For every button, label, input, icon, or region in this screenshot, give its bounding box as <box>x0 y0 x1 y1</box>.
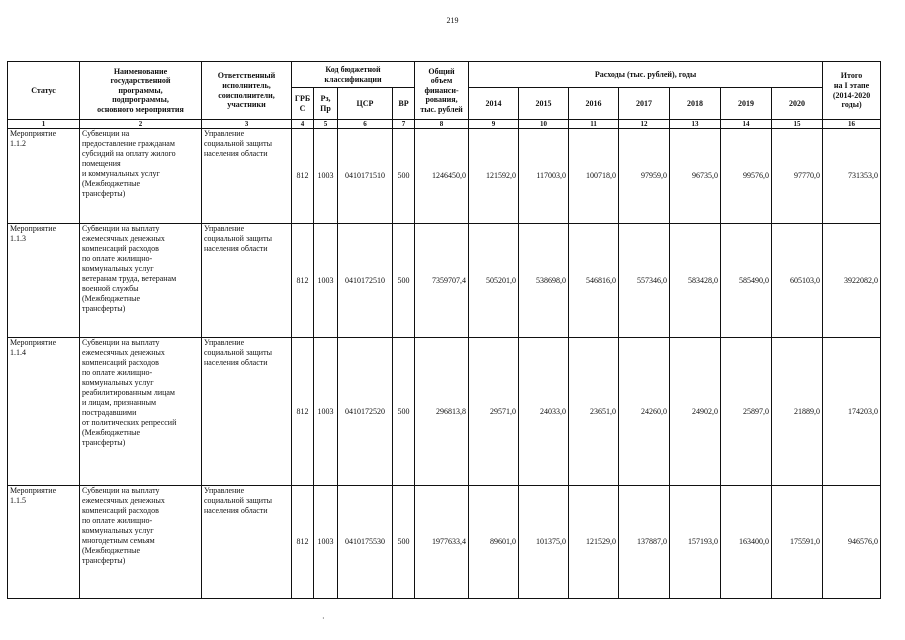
row-vr: 500 <box>393 486 415 599</box>
row-responsible-line: Управление <box>204 129 245 138</box>
row-name-line: трансферты) <box>82 304 126 313</box>
column-number: 2 <box>80 120 202 129</box>
row-name-line: по оплате жилищно- <box>82 254 153 263</box>
header-budget-code-line: Код бюджетной <box>325 64 381 74</box>
column-number: 11 <box>569 120 619 129</box>
row-responsible-line: населения области <box>204 244 268 253</box>
row-year-value: 21889,0 <box>772 338 823 486</box>
row-name-line: ежемесячных денежных <box>82 348 165 357</box>
row-name-line: реабилитированным лицам <box>82 388 175 397</box>
row-name-line: военной службы <box>82 284 139 293</box>
column-number: 14 <box>721 120 772 129</box>
row-year-value: 89601,0 <box>469 486 519 599</box>
header-responsible-line: исполнитель, <box>222 80 271 90</box>
row-grbs: 812 <box>292 129 314 224</box>
row-name-line: компенсаций расходов <box>82 244 159 253</box>
row-name <box>80 338 202 486</box>
row-year-value: 175591,0 <box>772 486 823 599</box>
column-number: 12 <box>619 120 670 129</box>
row-year-value: 121592,0 <box>469 129 519 224</box>
column-number: 10 <box>519 120 569 129</box>
header-expenses: Расходы (тыс. рублей), годы <box>469 62 823 88</box>
header-vr: ВР <box>393 88 415 120</box>
header-total-volume-line: рования, <box>425 95 458 105</box>
row-rzpr: 1003 <box>314 338 338 486</box>
row-status-line: Мероприятие <box>10 486 57 495</box>
row-name-line: и лицам, признанным <box>82 398 157 407</box>
row-year-value: 24902,0 <box>670 338 721 486</box>
table-row <box>8 486 881 599</box>
column-number: 6 <box>338 120 393 129</box>
column-number: 7 <box>393 120 415 129</box>
row-name-line: Субвенции на выплату <box>82 338 160 347</box>
header-name <box>80 62 202 120</box>
row-name-line: трансферты) <box>82 556 126 565</box>
row-rzpr: 1003 <box>314 224 338 338</box>
row-name-line: (Межбюджетные <box>82 179 141 188</box>
header-rzpr-line: Пр <box>320 103 331 113</box>
row-year-value: 121529,0 <box>569 486 619 599</box>
header-status: Статус <box>8 62 80 120</box>
row-responsible-line: Управление <box>204 486 245 495</box>
header-itogo-line: Итого <box>840 71 863 81</box>
header-budget-code <box>292 62 415 88</box>
row-responsible <box>202 129 292 224</box>
column-number: 8 <box>415 120 469 129</box>
row-year-value: 585490,0 <box>721 224 772 338</box>
row-itogo: 174203,0 <box>823 338 881 486</box>
row-name-line: субсидий на оплату жилого <box>82 149 176 158</box>
row-itogo: 3922082,0 <box>823 224 881 338</box>
row-csr: 0410175530 <box>338 486 393 599</box>
row-status <box>8 486 80 599</box>
budget-table <box>7 61 881 599</box>
row-total: 1977633,4 <box>415 486 469 599</box>
header-name-line: основного мероприятия <box>97 104 184 114</box>
row-status-line: 1.1.4 <box>10 348 26 357</box>
header-name-line: Наименование <box>113 66 168 76</box>
row-name-line: от политических репрессий <box>82 418 177 427</box>
row-responsible <box>202 486 292 599</box>
row-responsible-line: Управление <box>204 224 245 233</box>
row-rzpr: 1003 <box>314 486 338 599</box>
row-name-line: пострадавшими <box>82 408 137 417</box>
row-status-line: 1.1.2 <box>10 139 26 148</box>
header-itogo-line: (2014-2020 <box>832 90 871 100</box>
column-number: 15 <box>772 120 823 129</box>
row-year-value: 157193,0 <box>670 486 721 599</box>
header-year: 2020 <box>772 88 823 120</box>
column-number: 13 <box>670 120 721 129</box>
row-csr: 0410172520 <box>338 338 393 486</box>
row-name-line: (Межбюджетные <box>82 294 141 303</box>
row-name-line: Субвенции на выплату <box>82 224 160 233</box>
header-total-volume-line: Общий <box>428 66 455 76</box>
row-year-value: 24033,0 <box>519 338 569 486</box>
row-year-value: 546816,0 <box>569 224 619 338</box>
row-vr: 500 <box>393 129 415 224</box>
header-total-volume <box>415 62 469 120</box>
row-total: 1246450,0 <box>415 129 469 224</box>
row-itogo: 946576,0 <box>823 486 881 599</box>
row-status-line: 1.1.5 <box>10 496 26 505</box>
row-csr: 0410171510 <box>338 129 393 224</box>
row-year-value: 557346,0 <box>619 224 670 338</box>
header-grbs <box>292 88 314 120</box>
row-name-line: трансферты) <box>82 189 126 198</box>
header-year: 2015 <box>519 88 569 120</box>
row-name-line: ветеранам труда, ветеранам <box>82 274 177 283</box>
row-responsible-line: социальной защиты <box>204 234 272 243</box>
header-name-line: подпрограммы, <box>112 95 169 105</box>
row-year-value: 101375,0 <box>519 486 569 599</box>
column-number: 1 <box>8 120 80 129</box>
header-year: 2018 <box>670 88 721 120</box>
row-grbs: 812 <box>292 486 314 599</box>
row-year-value: 505201,0 <box>469 224 519 338</box>
row-name-line: (Межбюджетные <box>82 546 141 555</box>
row-total: 7359707,4 <box>415 224 469 338</box>
table-row <box>8 338 881 486</box>
header-rzpr <box>314 88 338 120</box>
row-responsible-line: населения области <box>204 149 268 158</box>
column-number: 4 <box>292 120 314 129</box>
row-name-line: компенсаций расходов <box>82 506 159 515</box>
header-rzpr-line: Рз, <box>320 93 331 103</box>
header-responsible-line: участники <box>227 100 266 110</box>
row-responsible-line: населения области <box>204 358 268 367</box>
header-csr: ЦСР <box>338 88 393 120</box>
row-name-line: по оплате жилищно- <box>82 368 153 377</box>
row-year-value: 23651,0 <box>569 338 619 486</box>
row-name-line: помещения <box>82 159 121 168</box>
header-total-volume-line: финанси- <box>424 85 459 95</box>
column-number: 3 <box>202 120 292 129</box>
header-year: 2019 <box>721 88 772 120</box>
row-responsible-line: социальной защиты <box>204 496 272 505</box>
row-responsible <box>202 338 292 486</box>
row-name-line: по оплате жилищно- <box>82 516 153 525</box>
page-number: 219 <box>446 16 459 25</box>
row-name-line: предоставление гражданам <box>82 139 175 148</box>
row-year-value: 25897,0 <box>721 338 772 486</box>
row-total: 296813,8 <box>415 338 469 486</box>
row-year-value: 100718,0 <box>569 129 619 224</box>
header-total-volume-line: тыс. рублей <box>420 104 463 114</box>
column-number: 9 <box>469 120 519 129</box>
row-year-value: 137887,0 <box>619 486 670 599</box>
row-name <box>80 224 202 338</box>
column-number: 5 <box>314 120 338 129</box>
row-year-value: 605103,0 <box>772 224 823 338</box>
row-vr: 500 <box>393 338 415 486</box>
row-year-value: 97770,0 <box>772 129 823 224</box>
header-year: 2016 <box>569 88 619 120</box>
row-status-line: Мероприятие <box>10 338 57 347</box>
row-name-line: и коммунальных услуг <box>82 169 160 178</box>
row-status <box>8 129 80 224</box>
row-year-value: 96735,0 <box>670 129 721 224</box>
header-itogo-line: годы) <box>841 100 862 110</box>
row-responsible-line: населения области <box>204 506 268 515</box>
row-year-value: 538698,0 <box>519 224 569 338</box>
row-name-line: Субвенции на <box>82 129 130 138</box>
row-name-line: компенсаций расходов <box>82 358 159 367</box>
header-responsible-line: Ответственный <box>217 71 276 81</box>
header-responsible-line: соисполнители, <box>218 90 275 100</box>
row-year-value: 99576,0 <box>721 129 772 224</box>
header-grbs-line: ГРБ <box>294 93 311 103</box>
row-name-line: Субвенции на выплату <box>82 486 160 495</box>
header-itogo-line: на I этапе <box>833 80 870 90</box>
row-name-line: трансферты) <box>82 438 126 447</box>
row-year-value: 24260,0 <box>619 338 670 486</box>
header-name-line: программы, <box>118 85 163 95</box>
table-row <box>8 129 881 224</box>
row-name-line: ежемесячных денежных <box>82 234 165 243</box>
table-row <box>8 224 881 338</box>
row-name-line: коммунальных услуг <box>82 378 154 387</box>
header-responsible <box>202 62 292 120</box>
row-rzpr: 1003 <box>314 129 338 224</box>
row-name <box>80 486 202 599</box>
row-year-value: 29571,0 <box>469 338 519 486</box>
header-total-volume-line: объем <box>430 76 453 86</box>
row-name-line: коммунальных услуг <box>82 526 154 535</box>
header-name-line: государственной <box>110 76 171 86</box>
row-name-line: (Межбюджетные <box>82 428 141 437</box>
row-csr: 0410172510 <box>338 224 393 338</box>
stray-mark: · <box>322 614 325 623</box>
column-number: 16 <box>823 120 881 129</box>
header-budget-code-line: классификации <box>324 74 382 84</box>
row-responsible-line: Управление <box>204 338 245 347</box>
row-grbs: 812 <box>292 224 314 338</box>
row-status-line: Мероприятие <box>10 129 57 138</box>
row-name-line: многодетным семьям <box>82 536 155 545</box>
header-itogo <box>823 62 881 120</box>
row-year-value: 163400,0 <box>721 486 772 599</box>
row-status-line: 1.1.3 <box>10 234 26 243</box>
row-itogo: 731353,0 <box>823 129 881 224</box>
row-status <box>8 224 80 338</box>
header-year: 2014 <box>469 88 519 120</box>
row-grbs: 812 <box>292 338 314 486</box>
row-year-value: 117003,0 <box>519 129 569 224</box>
row-status <box>8 338 80 486</box>
row-responsible-line: социальной защиты <box>204 348 272 357</box>
row-year-value: 97959,0 <box>619 129 670 224</box>
row-responsible-line: социальной защиты <box>204 139 272 148</box>
header-year: 2017 <box>619 88 670 120</box>
row-year-value: 583428,0 <box>670 224 721 338</box>
row-status-line: Мероприятие <box>10 224 57 233</box>
row-name-line: ежемесячных денежных <box>82 496 165 505</box>
header-grbs-line: С <box>299 103 306 113</box>
row-responsible <box>202 224 292 338</box>
row-vr: 500 <box>393 224 415 338</box>
row-name-line: коммунальных услуг <box>82 264 154 273</box>
row-name <box>80 129 202 224</box>
